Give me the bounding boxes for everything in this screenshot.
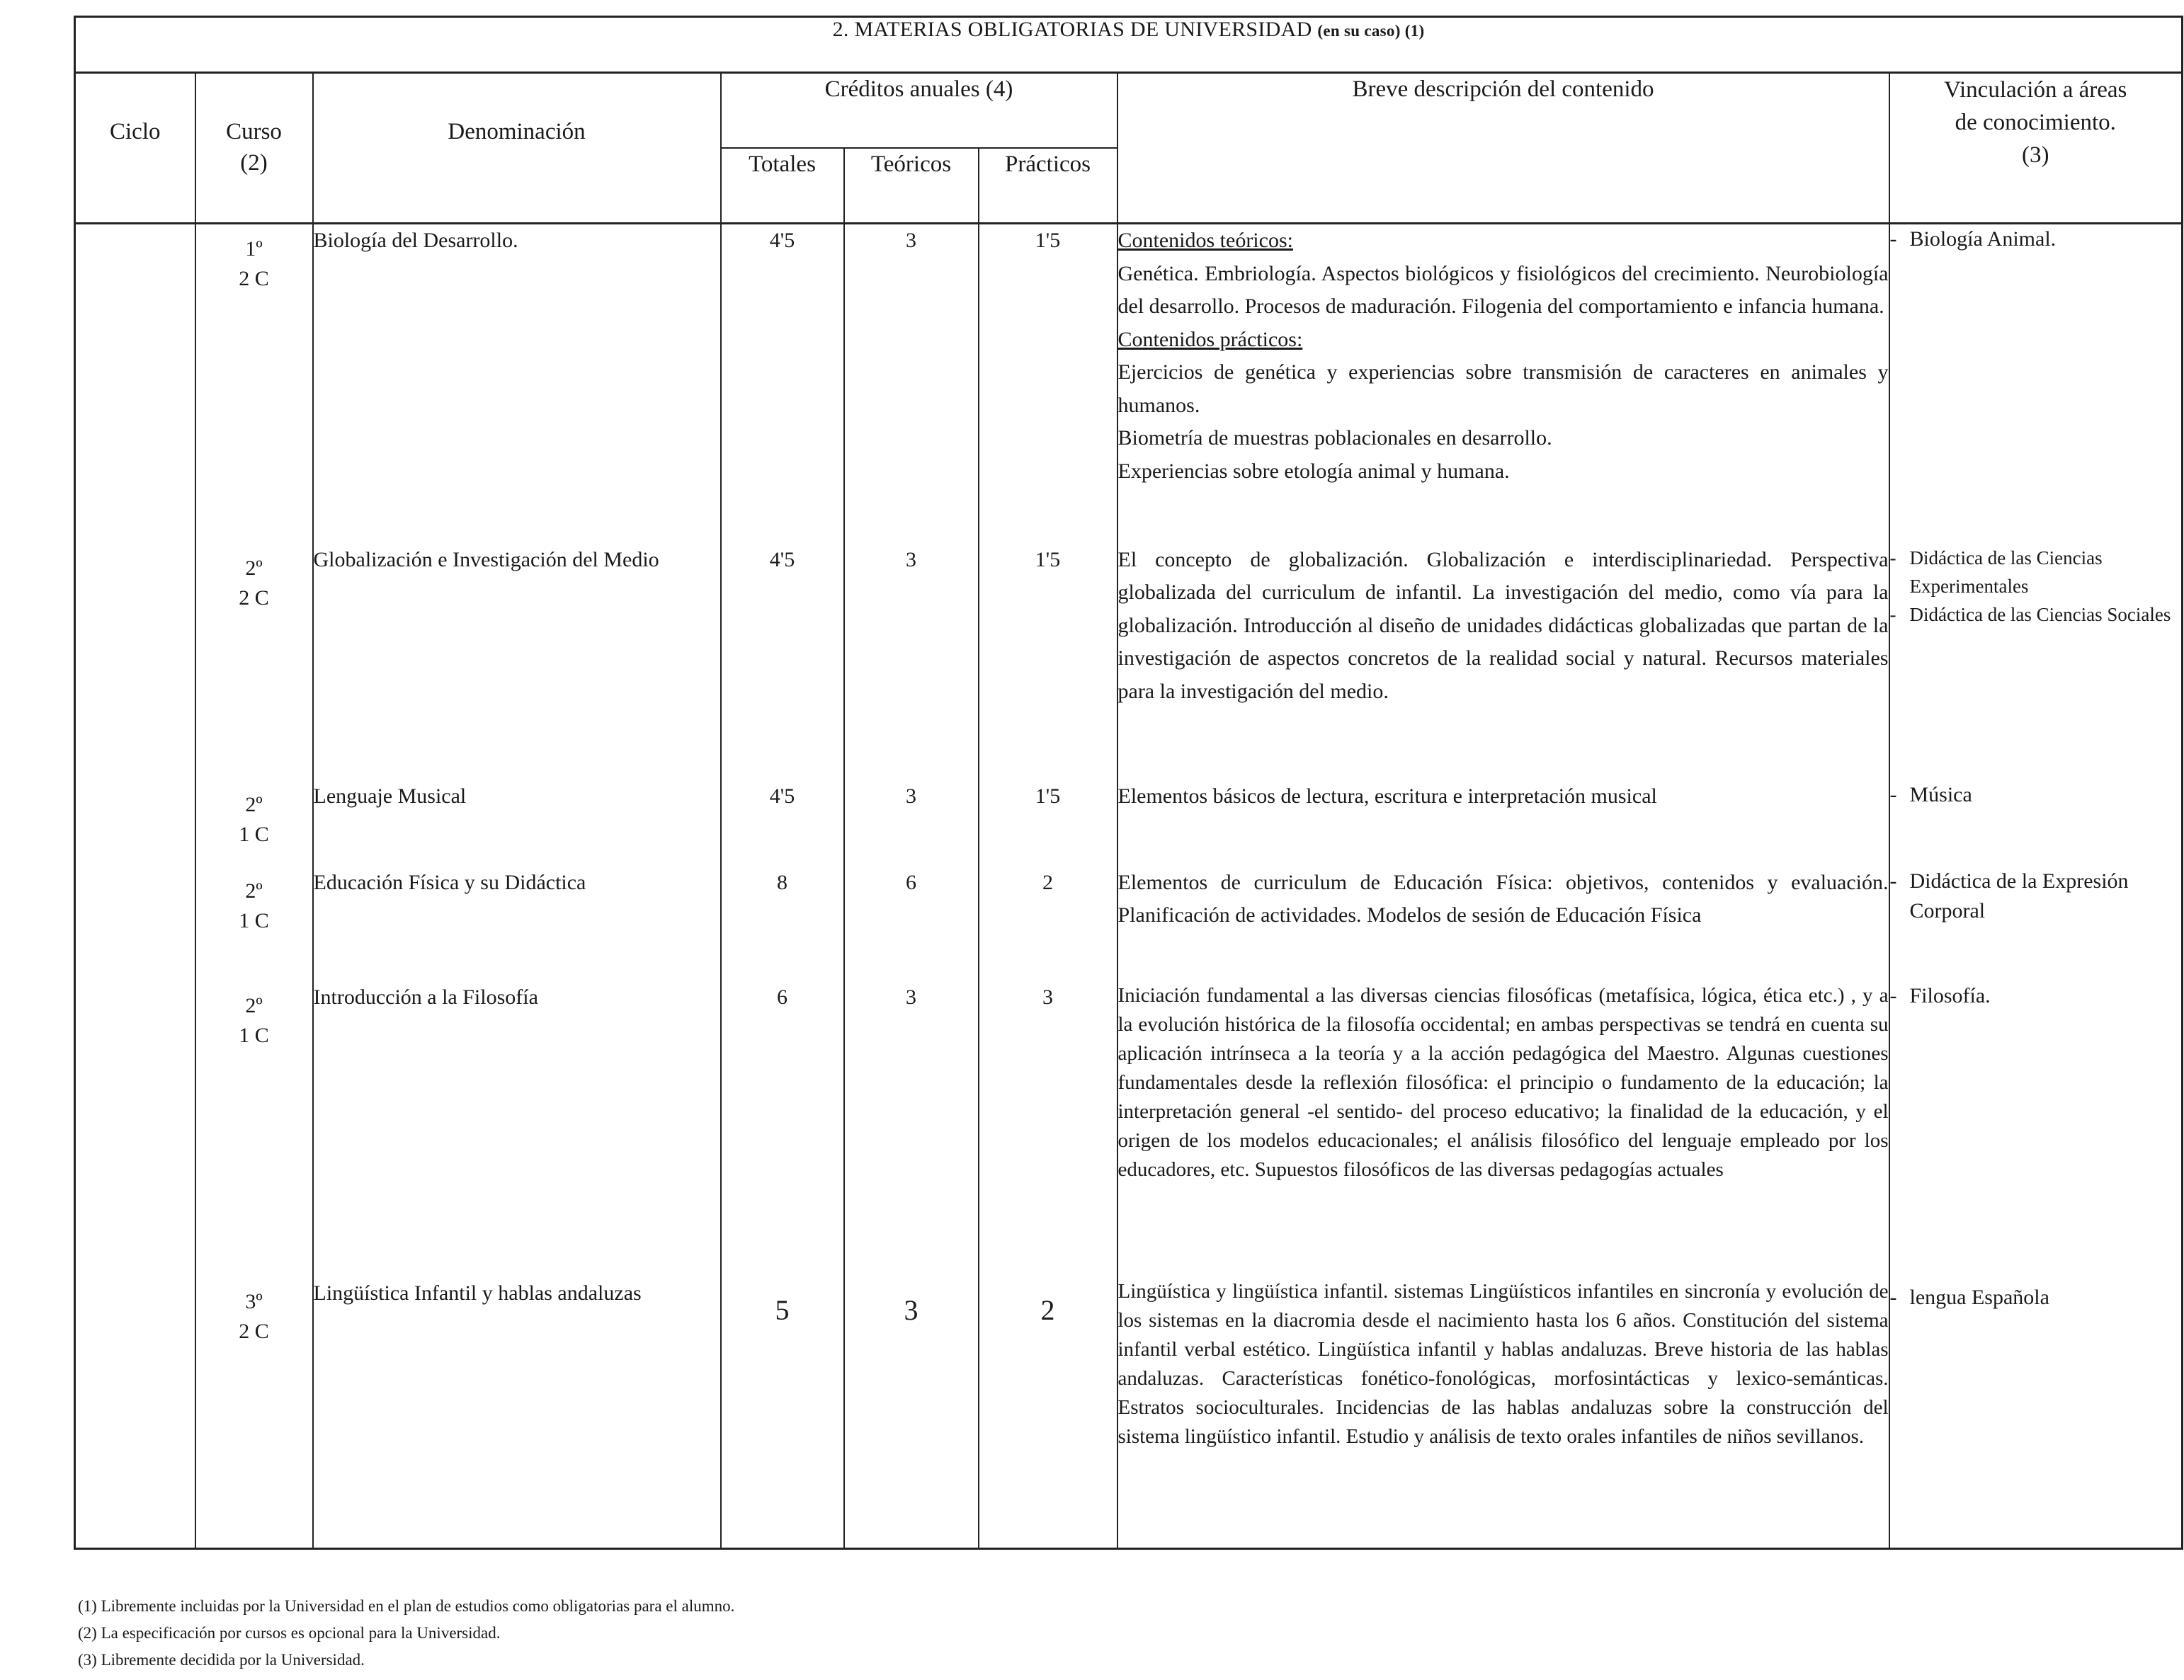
area-item: - Didáctica de las Ciencias Experimentales [1889, 547, 2103, 597]
table-row [75, 867, 2183, 981]
cell-teoricos: 3 [844, 224, 979, 544]
header-vinculacion: Vinculación a áreas de conocimiento. (3) [1889, 73, 2183, 224]
cell-ciclo [75, 867, 195, 981]
cell-teoricos: 6 [844, 867, 979, 981]
cell-teoricos: 3 [844, 1277, 979, 1549]
document-sheet [74, 16, 2184, 1550]
header-creditos: Créditos anuales (4) [721, 73, 1117, 149]
header-denominacion: Denominación [313, 73, 721, 224]
cell-descripcion: El concepto de globalización. Globalización e interdisciplinariedad. Perspectiva globalizada del curriculum de infantil. La investigación del medio, como vía para la globalización. Introducción al diseño de unidades didácticas globalizadas que partan de la investigación de aspectos concretos de la realidad social y natural. Recursos materiales para la investigación del medio. [1117, 544, 1889, 780]
desc-paragraph: Ejercicios de genética y experiencias sobre transmisión de caracteres en animales y humanos. [1117, 360, 1889, 417]
cell-ciclo [75, 224, 195, 544]
cell-curso: 2º 1 C [195, 867, 313, 981]
table-row [75, 224, 2183, 544]
cell-totales: 5 [721, 1277, 844, 1549]
header-ciclo: Ciclo [75, 73, 195, 224]
footnote-3: (3) Libremente decidida por la Universidad. [78, 1651, 365, 1669]
cell-denominacion: Lingüística Infantil y hablas andaluzas [313, 1277, 721, 1549]
cell-totales: 4'5 [721, 780, 844, 867]
table-title: 2. MATERIAS OBLIGATORIAS DE UNIVERSIDAD (en su caso) (1) [75, 17, 2183, 73]
area-item: - Didáctica de la Expresión Corporal [1889, 869, 2129, 922]
cell-vinculacion [1889, 1277, 2183, 1549]
header-descripcion: Breve descripción del contenido [1117, 73, 1889, 224]
materias-table [74, 16, 2183, 1550]
cell-ciclo [75, 780, 195, 867]
area-item: - Didáctica de las Ciencias Sociales [1889, 603, 2171, 625]
cell-curso: 3º 2 C [195, 1277, 313, 1549]
header-totales: Totales [721, 148, 844, 224]
cell-vinculacion [1889, 780, 2183, 867]
cell-denominacion: Educación Física y su Didáctica [313, 867, 721, 981]
table-row [75, 1277, 2183, 1549]
table-row [75, 981, 2183, 1277]
cell-descripcion [1117, 224, 1889, 544]
footnote-2: (2) La especificación por cursos es opcional para la Universidad. [78, 1624, 501, 1642]
cell-descripcion [1117, 981, 1889, 1277]
cell-ciclo [75, 1277, 195, 1549]
cell-teoricos: 3 [844, 544, 979, 780]
cell-curso: 2º 1 C [195, 780, 313, 867]
cell-curso: 2º 2 C [195, 544, 313, 780]
cell-vinculacion [1889, 867, 2183, 981]
cell-vinculacion [1889, 544, 2183, 780]
cell-practicos: 1'5 [979, 224, 1117, 544]
cell-vinculacion [1889, 224, 2183, 544]
cell-totales: 4'5 [721, 544, 844, 780]
cell-denominacion: Introducción a la Filosofía [313, 981, 721, 1277]
desc-paragraph: Genética. Embriología. Aspectos biológicos y fisiológicos del crecimiento. Neurobiología del desarrollo. Procesos de maduración. Filogenia del comportamiento e infancia humana. [1117, 261, 1889, 318]
table-row [75, 780, 2183, 867]
header-practicos: Prácticos [979, 148, 1117, 224]
header-teoricos: Teóricos [844, 148, 979, 224]
cell-curso: 1º 2 C [195, 224, 313, 544]
area-item: - lengua Española [1889, 1285, 2049, 1309]
cell-totales: 8 [721, 867, 844, 981]
cell-practicos: 2 [979, 1277, 1117, 1549]
area-item: - Biología Animal. [1889, 227, 2057, 251]
table-row [75, 544, 2183, 780]
cell-teoricos: 3 [844, 780, 979, 867]
cell-practicos: 2 [979, 867, 1117, 981]
cell-ciclo [75, 981, 195, 1277]
footnote-1: (1) Libremente incluidas por la Universidad en el plan de estudios como obligatorias para el alumno. [78, 1597, 735, 1615]
area-item: - Música [1889, 782, 1972, 806]
desc-paragraph: Iniciación fundamental a las diversas ciencias filosóficas (metafísica, lógica, ética etc.) , y a la evolución histórica de la filosofía occidental; en ambas perspectivas se tendrá en cuenta su aplicación intrínseca a la teoría y a la acción pedagógica del Maestro. Algunas cuestiones fundamentales desde la reflexión filosófica: el principio o fundamento de la educación; la interpretación general -el sentido- del proceso educativo; la finalidad de la educación, y el origen de los modelos educacionales; el análisis filosófico del lenguaje empleado por los educadores, etc. Supuestos filosóficos de las diversas pedagogías actuales [1117, 983, 1889, 1181]
cell-teoricos: 3 [844, 981, 979, 1277]
cell-totales: 4'5 [721, 224, 844, 544]
cell-descripcion: Elementos básicos de lectura, escritura e interpretación musical [1117, 780, 1889, 867]
desc-heading-teoricos: Contenidos teóricos: [1117, 229, 1293, 252]
cell-practicos: 1'5 [979, 544, 1117, 780]
cell-denominacion: Globalización e Investigación del Medio [313, 544, 721, 780]
desc-heading-practicos: Contenidos prácticos: [1117, 327, 1303, 351]
cell-practicos: 3 [979, 981, 1117, 1277]
cell-curso: 2º 1 C [195, 981, 313, 1277]
cell-practicos: 1'5 [979, 780, 1117, 867]
cell-totales: 6 [721, 981, 844, 1277]
cell-ciclo [75, 544, 195, 780]
desc-paragraph: Biometría de muestras poblacionales en desarrollo. [1117, 426, 1552, 450]
cell-descripcion: Elementos de curriculum de Educación Física: objetivos, contenidos y evaluación. Planificación de actividades. Modelos de sesión de Educación Física [1117, 867, 1889, 981]
area-item: - Filosofía. [1889, 983, 1991, 1007]
desc-paragraph: Experiencias sobre etología animal y humana. [1117, 459, 1510, 483]
footnotes [78, 1593, 734, 1674]
cell-denominacion: Lenguaje Musical [313, 780, 721, 867]
cell-denominacion: Biología del Desarrollo. [313, 224, 721, 544]
desc-paragraph: Lingüística y lingüística infantil. sistemas Lingüísticos infantiles en sincronía y evolución de los sistemas en la diacromia desde el nacimiento hasta los 6 años. Constitución del sistema infantil verbal estético. Lingüística infantil y hablas andaluzas. Breve historia de las hablas andaluzas. Características fonético-fonológicas, morfosintácticas y lexico-semánticas. Estratos socioculturales. Incidencias de las hablas andaluzas sobre la construcción del sistema lingüístico infantil. Estudio y análisis de texto orales infantiles de niños sevillanos. [1117, 1279, 1889, 1448]
cell-vinculacion [1889, 981, 2183, 1277]
table-title-note: (en su caso) (1) [1317, 22, 1425, 40]
cell-descripcion [1117, 1277, 1889, 1549]
header-curso: Curso (2) [195, 73, 313, 224]
